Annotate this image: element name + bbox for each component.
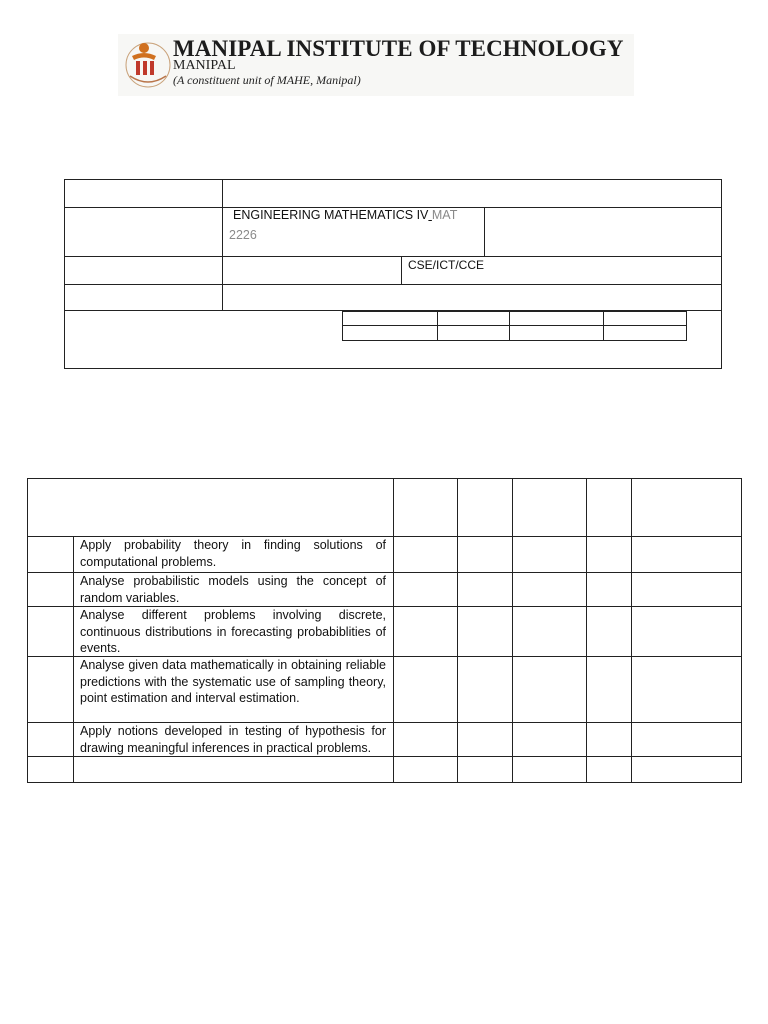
column-divider: [586, 478, 587, 783]
outcome-text-2: Analyse probabilistic models using the concept of random variables.: [80, 574, 386, 605]
column-divider: [73, 536, 74, 783]
branches-label: CSE/ICT/CCE: [408, 258, 485, 272]
column-divider: [484, 207, 485, 256]
outcome-text-3: Analyse different problems involving discrete, continuous distributions in forecasting probabiblities of events.: [80, 608, 386, 655]
course-code-part1: MAT: [431, 208, 458, 222]
course-title-line: [233, 208, 457, 222]
institution-logo: [122, 36, 174, 94]
inner-grid-row-divider: [342, 325, 687, 326]
row-divider: [27, 756, 742, 757]
institution-subtitle: (A constituent unit of MAHE, Manipal): [173, 73, 361, 87]
column-divider: [512, 478, 513, 783]
outcome-text-5: Apply notions developed in testing of hypothesis for drawing meaningful inferences in practical problems.: [80, 724, 386, 755]
column-divider: [401, 256, 402, 284]
row-divider: [64, 256, 722, 257]
course-title: ENGINEERING MATHEMATICS IV: [233, 208, 429, 222]
course-code-part2: 2226: [229, 228, 257, 242]
institution-name: MANIPAL INSTITUTE OF TECHNOLOGY: [173, 36, 624, 61]
row-divider: [64, 284, 722, 285]
column-divider: [457, 478, 458, 783]
column-divider: [393, 478, 394, 783]
inner-grid-column-divider: [437, 311, 438, 341]
institution-city: MANIPAL: [173, 58, 236, 73]
outcome-text-4: Analyse given data mathematically in obtaining reliable predictions with the systematic use of sampling theory, point estimation and interval estimation.: [80, 658, 386, 705]
inner-grid-column-divider: [509, 311, 510, 341]
column-divider: [222, 179, 223, 310]
inner-grid: [342, 311, 687, 341]
institution-header: [118, 34, 634, 96]
inner-grid-column-divider: [603, 311, 604, 341]
column-divider: [631, 478, 632, 783]
outcome-text-1: Apply probability theory in finding solutions of computational problems.: [80, 538, 386, 569]
